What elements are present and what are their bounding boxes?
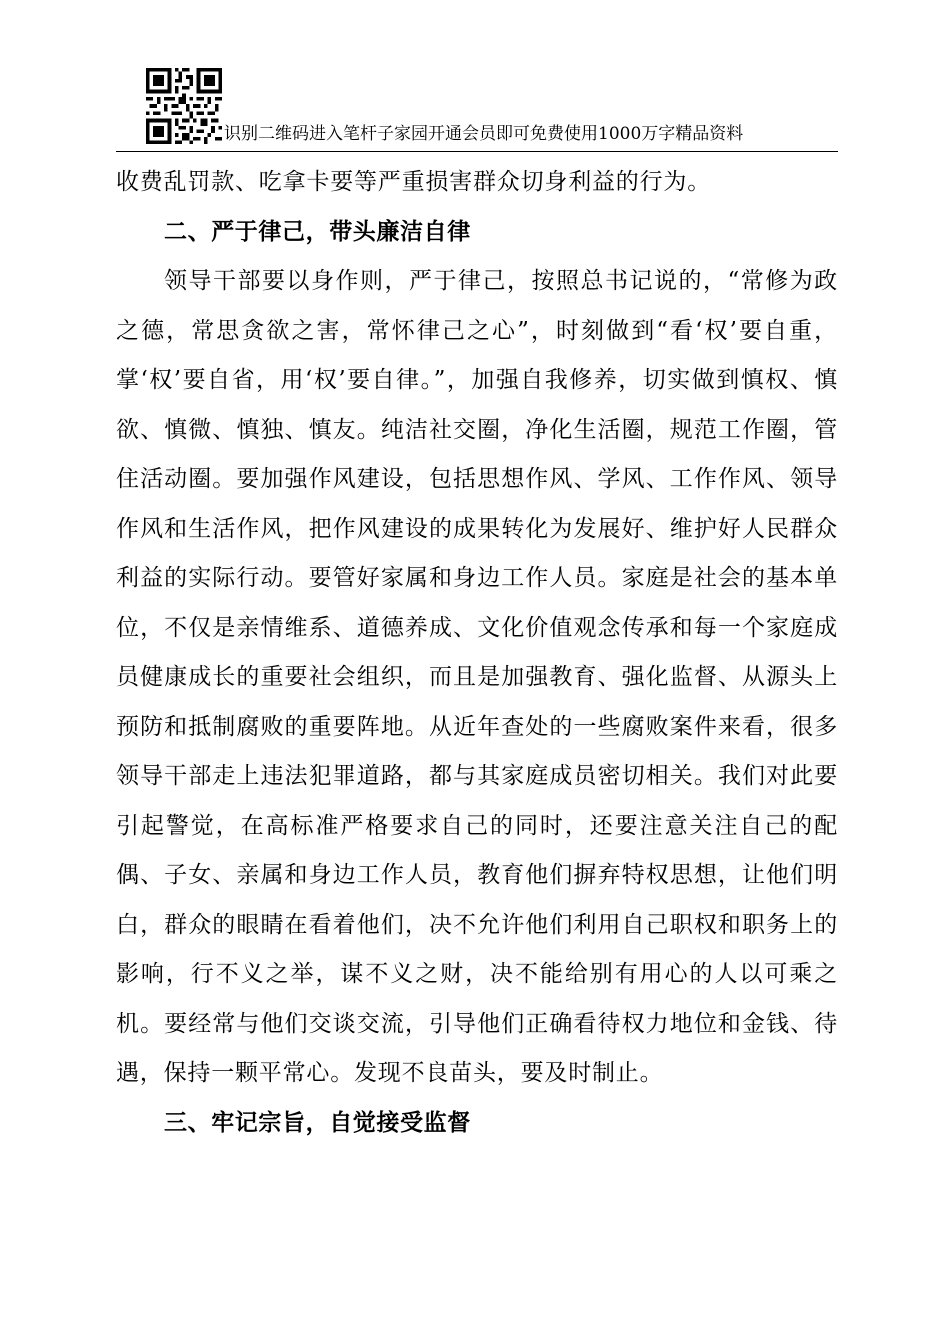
qr-code-icon: [146, 68, 222, 144]
section-heading-2: 二、严于律己，带头廉洁自律: [164, 218, 471, 245]
section-heading-3: 三、牢记宗旨，自觉接受监督: [164, 1109, 471, 1136]
header-divider: [116, 151, 838, 152]
intro-paragraph: 收费乱罚款、吃拿卡要等严重损害群众切身利益的行为。: [116, 169, 711, 195]
header-banner-text: 识别二维码进入笔杆子家园开通会员即可免费使用1000万字精品资料: [224, 124, 744, 144]
document-body: [116, 158, 838, 1148]
section-2-paragraph: 领导干部要以身作则，严于律己，按照总书记说的，“常修为政之德，常思贪欲之害，常怀律己之心”，时刻做到“看‘权’要自重，掌‘权’要自省，用‘权’要自律。”，加强自我修养，切实做到慎权、慎欲、慎微、慎独、慎友。纯洁社交圈，净化生活圈，规范工作圈，管住活动圈。要加强作风建设，包括思想作风、学风、工作作风、领导作风和生活作风，把作风建设的成果转化为发展好、维护好人民群众利益的实际行动。要管好家属和身边工作人员。家庭是社会的基本单位，不仅是亲情维系、道德养成、文化价值观念传承和每一个家庭成员健康成长的重要社会组织，而且是加强教育、强化监督、从源头上预防和抵制腐败的重要阵地。从近年查处的一些腐败案件来看，很多领导干部走上违法犯罪道路，都与其家庭成员密切相关。我们对此要引起警觉，在高标准严格要求自己的同时，还要注意关注自己的配偶、子女、亲属和身边工作人员，教育他们摒弃特权思想，让他们明白，群众的眼睛在看着他们，决不允许他们利用自己职权和职务上的影响，行不义之举，谋不义之财，决不能给别有用心的人以可乘之机。要经常与他们交谈交流，引导他们正确看待权力地位和金钱、待遇，保持一颗平常心。发现不良苗头，要及时制止。: [116, 268, 838, 1086]
page-header: [116, 66, 838, 152]
